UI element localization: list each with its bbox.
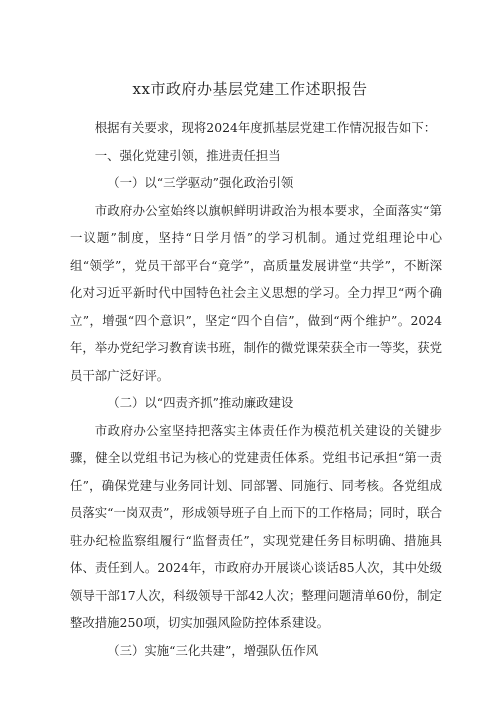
subsection-heading-2: （二）以“四责齐抓”推动廉政建设 bbox=[107, 395, 294, 410]
document-body bbox=[70, 114, 442, 664]
subsection-heading-3: （三）实施“三化共建”，增强队伍作风 bbox=[107, 642, 319, 658]
section-heading-1: 一、强化党建引领，推进责任担当 bbox=[94, 147, 281, 163]
subsection-heading-1: （一）以“三学驱动”强化政治引领 bbox=[107, 175, 294, 190]
subsection-body-1: 市政府办公室始终以旗帜鲜明讲政治为根本要求，全面落实“第一议题”制度，坚持“日学月悟”的学习机制。通过党组理论中心组“领学”，党员干部平台“竟学”，高质量发展讲堂“共学”，不断深化对习近平新时代中国特色社会主义思想的学习。全力捍卫“两个确立”，增强“四个意识”，坚定“四个自信”，做到“两个维护”。2024年，举办党纪学习教育读书班，制作的微党课荣获全市一等奖，获党员干部广泛好评。 bbox=[70, 202, 442, 383]
subsection-body-2: 市政府办公室坚持把落实主体责任作为模范机关建设的关键步骤，健全以党组书记为核心的党建责任体系。党组书记承担“第一责任”，确保党建与业务同计划、同部署、同施行、同考核。各党组成员落实“一岗双责”，形成领导班子自上而下的工作格局；同时，联合驻办纪检监察组履行“监督责任”，实现党建任务目标明确、措施具体、责任到人。2024年，市政府办开展谈心谈话85人次，其中处级领导干部17人次，科级领导干部42人次；整理问题清单60份，制定整改措施250项，切实加强风险防控体系建设。 bbox=[70, 422, 442, 630]
document-title: xx市政府办基层党建工作述职报告 bbox=[132, 80, 368, 98]
intro-paragraph: 根据有关要求，现将2024年度抓基层党建工作情况报告如下： bbox=[94, 120, 437, 135]
